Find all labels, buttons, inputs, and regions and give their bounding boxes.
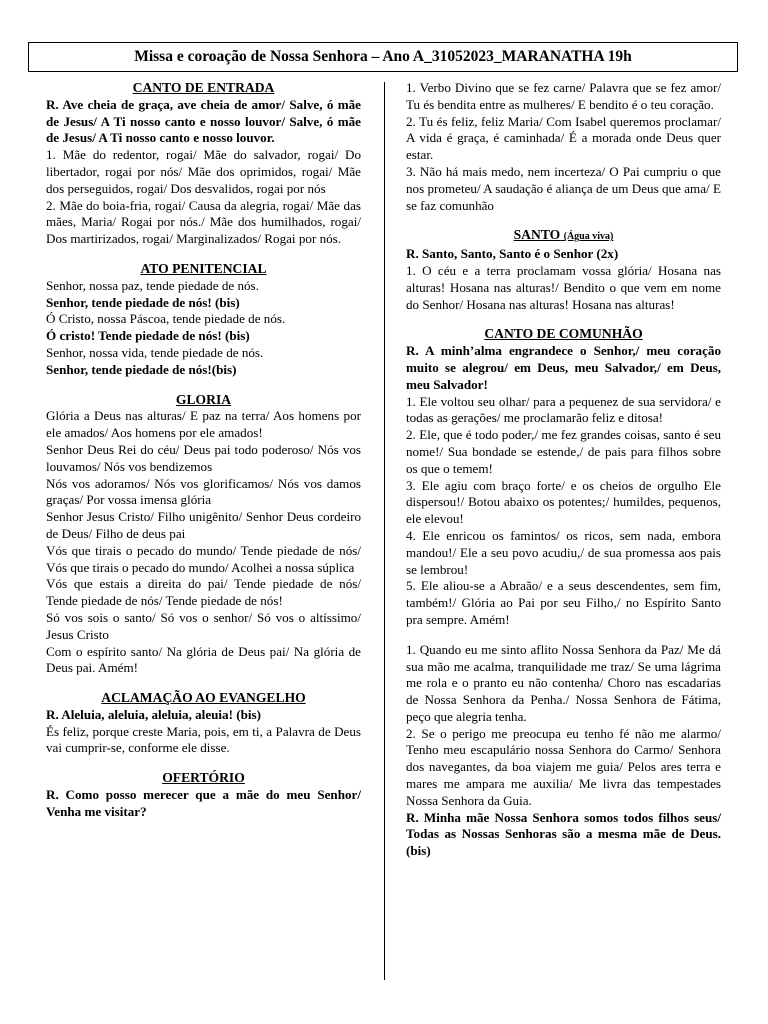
section-ofertorio-cont	[406, 80, 721, 214]
verse-ofertorio-1: 1. Verbo Divino que se fez carne/ Palavra que se fez amor/ Tu és bendita entre as mulheres/ E bendito é o teu coração.	[406, 80, 721, 112]
verse-santo-1: 1. O céu e a terra proclamam vossa glória/ Hosana nas alturas! Hosana nas alturas!/ Bendito o que vem em nome do Senhor/ Hosana nas alturas! Hosana nas alturas!	[406, 262, 721, 312]
section-aclamacao	[46, 690, 361, 757]
verse-comunhao-1: 1. Ele voltou seu olhar/ para a pequenez de sua servidora/ e todas as gerações/ me proclamarão feliz e ditosa!	[406, 393, 721, 426]
penitencial-line-6: Senhor, tende piedade de nós!(bis)	[46, 361, 237, 377]
verse-comunhao-5: 5. Ele aliou-se a Abraão/ e a seus descendentes, sem fim, também!/ Glória ao Pai por seu Filho,/ no Espírito Santo pra sempre. Amém!	[406, 578, 721, 627]
gloria-line-1: Glória a Deus nas alturas/ E paz na terra/ Aos homens por ele amados/ Aos homens por ele amados!	[46, 408, 361, 441]
verse-entrada-1: 1. Mãe do redentor, rogai/ Mãe do salvador, rogai/ Do libertador, rogai por nós/ Mãe dos oprimidos, rogai/ Mãe dos perseguidos, rogai/ Dos desvalidos, rogai por nós	[46, 147, 361, 196]
penitencial-line-3: Ó Cristo, nossa Páscoa, tende piedade de nós.	[46, 311, 286, 327]
gloria-line-4: Senhor Jesus Cristo/ Filho unigênito/ Senhor Deus cordeiro de Deus/ Filho de deus pai	[46, 509, 361, 541]
refrain-comunhao: R. A minh’alma engrandece o Senhor,/ meu coração muito se alegrou/ em Deus, meu Salvador,/ em Deus, meu Salvador!	[406, 343, 721, 392]
refrain-ofertorio: R. Como posso merecer que a mãe do meu Senhor/ Venha me visitar?	[46, 787, 361, 819]
column-divider	[384, 82, 385, 980]
verse-comunhao-2: 2. Ele, que é todo poder,/ me fez grandes coisas, santo é seu nome!/ Sua bondade se estende,/ de pais para filhos sobre os que o temem!	[406, 427, 721, 476]
section-ofertorio	[46, 770, 361, 820]
refrain-santo: R. Santo, Santo, Santo é o Senhor (2x)	[406, 246, 619, 262]
penitencial-line-1: Senhor, nossa paz, tende piedade de nós.	[46, 277, 259, 293]
verse-ofertorio-3: 3. Não há mais medo, nem incerteza/ O Pai cumpriu o que nos prometeu/ A saudação é aliança de um Deus que ama/ E se faz comunhão	[406, 163, 721, 213]
section-penitencial	[46, 261, 361, 379]
heading-gloria: GLORIA	[175, 391, 232, 407]
verse-comunhao-3: 3. Ele agiu com braço forte/ e os cheios de orgulho Ele dispersou!/ Botou abaixo os potentes;/ humildes, pequenos, ele elevou!	[406, 477, 721, 527]
heading-comunhao: CANTO DE COMUNHÃO	[484, 326, 643, 342]
penitencial-line-4: Ó cristo! Tende piedade de nós! (bis)	[46, 328, 250, 344]
verse-nossa-senhora-2: 2. Se o perigo me preocupa eu tenho fé não me alarmo/ Tenho meu escapulário nossa Senhora do Carmo/ Senhora dos navegantes, da boa viajem me guia/ Pelos ares terra e mares me ampara me auxilia/ Me livra das tempestades Nossa Senhora da Guia.	[406, 725, 721, 808]
gloria-line-2: Senhor Deus Rei do céu/ Deus pai todo poderoso/ Nós vos louvamos/ Nós vos bendizemos	[46, 441, 361, 474]
gloria-line-8: Com o espírito santo/ Na glória de Deus pai/ Na glória de Deus pai. Amém!	[46, 643, 361, 676]
gloria-line-5: Vós que tirais o pecado do mundo/ Tende piedade de nós/ Vós que tirais o pecado do mundo/ Acolhei a nossa súplica	[46, 542, 361, 575]
section-nossa-senhora	[406, 642, 721, 860]
section-gloria	[46, 392, 361, 678]
left-column	[46, 80, 361, 834]
gloria-line-7: Só vos sois o santo/ Só vos o senhor/ Só vos o altíssimo/ Jesus Cristo	[46, 609, 361, 642]
refrain-aclamacao: R. Aleluia, aleluia, aleluia, aleuia! (bis)	[46, 706, 261, 722]
aclamacao-text: És feliz, porque creste Maria, pois, em ti, a Palavra de Deus vai cumprir-se, conforme ele disse.	[46, 723, 361, 756]
section-comunhao	[406, 326, 721, 628]
heading-entrada: CANTO DE ENTRADA	[132, 80, 275, 95]
section-santo	[406, 227, 721, 313]
heading-santo-text: SANTO	[513, 227, 561, 243]
section-entrada	[46, 80, 361, 248]
gloria-line-6: Vós que estais a direita do pai/ Tende piedade de nós/ Tende piedade de nós/ Tende piedade de nós!	[46, 576, 361, 609]
verse-nossa-senhora-1: 1. Quando eu me sinto aflito Nossa Senhora da Paz/ Me dá sua mão me acalma, tranquilidade me traz/ Se uma lágrima me rola e o pranto eu não contenha/ Choro nas escadarias de Nossa Senhora da Penha./ Nossa Senhora de Fátima, peço que alegria tenha.	[406, 641, 721, 724]
right-column	[406, 80, 721, 873]
heading-ofertorio: OFERTÓRIO	[162, 770, 245, 786]
heading-santo-sub: (Água viva)	[563, 231, 614, 243]
heading-penitencial: ATO PENITENCIAL	[140, 260, 267, 276]
penitencial-line-5: Senhor, nossa vida, tende piedade de nós.	[46, 344, 264, 360]
refrain-nossa-senhora: R. Minha mãe Nossa Senhora somos todos filhos seus/ Todas as Nossas Senhoras são a mesma mãe de Deus. (bis)	[406, 809, 721, 859]
penitencial-line-2: Senhor, tende piedade de nós! (bis)	[46, 294, 240, 310]
gloria-line-3: Nós vos adoramos/ Nós vos glorificamos/ Nós vos damos graças/ Por vossa imensa glória	[46, 475, 361, 508]
verse-entrada-2: 2. Mãe do boia-fria, rogai/ Causa da alegria, rogai/ Mãe das mães, Maria/ Rogai por nós./ Mãe dos humilhados, rogai/ Dos martirizados, rogai/ Marginalizados/ Rogai por nós.	[46, 197, 361, 247]
heading-aclamacao: ACLAMAÇÃO AO EVANGELHO	[101, 690, 306, 706]
heading-santo	[406, 227, 721, 246]
page-title: Missa e coroação de Nossa Senhora – Ano A_31052023_MARANATHA 19h	[28, 42, 738, 72]
verse-ofertorio-2: 2. Tu és feliz, feliz Maria/ Com Isabel queremos proclamar/ A vida é graça, é caminhada/ É a morada onde Deus quer estar.	[406, 113, 721, 163]
verse-comunhao-4: 4. Ele enricou os famintos/ os ricos, sem nada, embora mandou!/ Ele a seu povo acudiu,/ de sua promessa aos pais se lembrou!	[406, 527, 721, 577]
refrain-entrada: R. Ave cheia de graça, ave cheia de amor/ Salve, ó mãe de Jesus/ A Ti nosso canto e nosso louvor/ Salve, ó mãe de Jesus/ A Ti nosso canto e nosso louvor.	[46, 96, 361, 146]
